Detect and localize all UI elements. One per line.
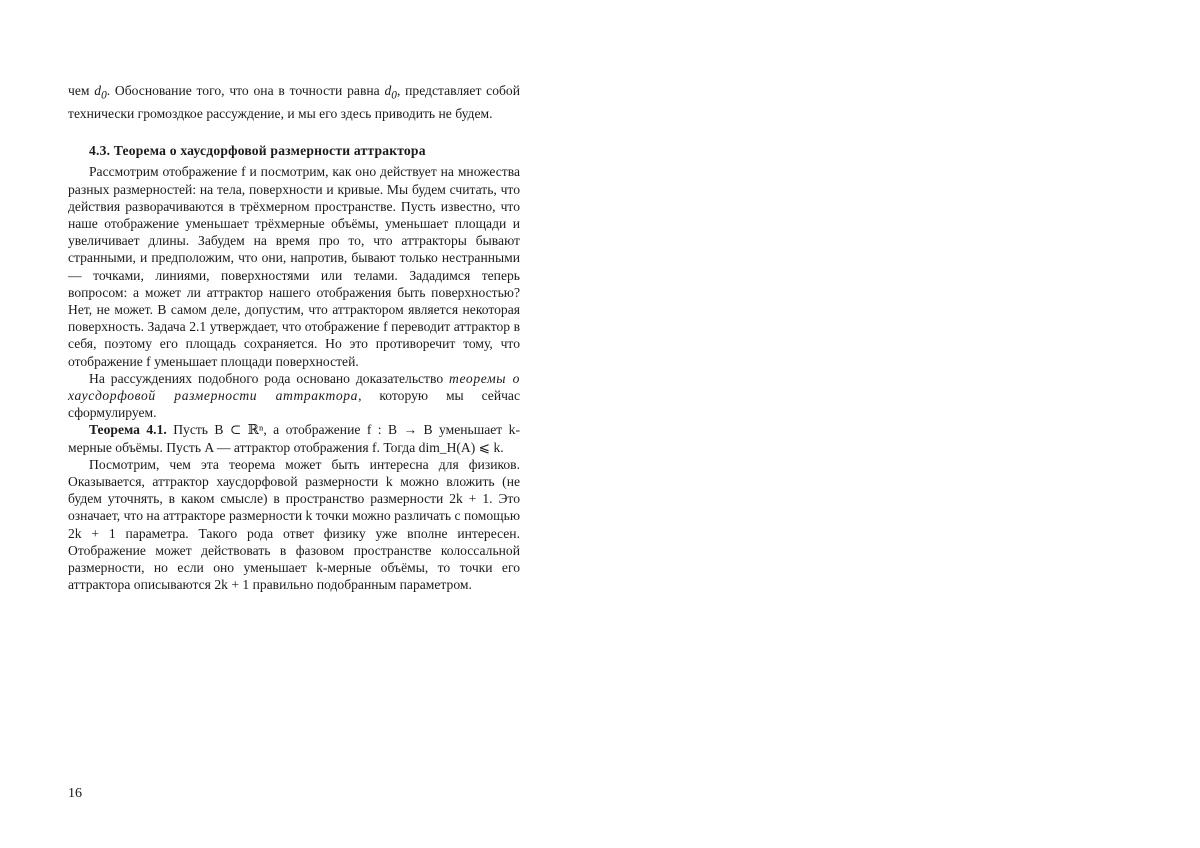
section-heading: 4.3. Теорема о хаусдорфовой размерности аттрактора xyxy=(89,143,426,159)
page-number: 16 xyxy=(68,786,82,801)
theorem-statement xyxy=(68,421,520,455)
intro-text-2: . Обоснование того, что она в точности равна xyxy=(106,83,385,98)
paragraph-2-end: , которую мы сейчас сформулируем. xyxy=(68,387,520,421)
paragraph-3: Посмотрим, чем эта теорема может быть интересна для физиков. Оказывается, аттрактор хаусдорфовой размерности k можно вложить (не будем уточнять, в каком смысле) в пространство размерности 2k + 1. Это означает, что на аттракторе размерности k точки можно различать с помощью 2k + 1 параметра. Такого рода ответ физику уже вполне интересен. Отображение может действовать в фазовом пространстве колоссальной размерности, но если оно уменьшает k-мерные объёмы, то точки его аттрактора описываются 2k + 1 правильно подобранным параметром. xyxy=(68,456,520,593)
intro-paragraph xyxy=(68,82,520,122)
theorem-name-emphasis: теоремы о хаусдорфовой размерности аттрактора xyxy=(68,370,521,403)
text-column xyxy=(68,82,520,593)
paragraph-2-start: На рассуждениях подобного рода основано доказательство xyxy=(89,370,450,386)
theorem-text: Пусть B ⊂ ℝⁿ, а отображение f : B → B уменьшает k-мерные объёмы. Пусть A — аттрактор отображения f. Тогда dim_H(A) ⩽ k. xyxy=(68,422,520,455)
intro-text-1: чем xyxy=(68,83,95,98)
paragraph-2 xyxy=(68,370,520,422)
intro-text-3: , представляет собой технически громоздкое рассуждение, и мы его здесь приводить не будем. xyxy=(68,83,521,121)
theorem-label: Теорема 4.1. xyxy=(89,422,167,438)
paragraph-1: Рассмотрим отображение f и посмотрим, как оно действует на множества разных размерностей: на тела, поверхности и кривые. Мы будем считать, что действия разворачиваются в трёхмерном пространстве. Пусть известно, что наше отображение уменьшает трёхмерные объёмы, уменьшает площади и увеличивает длины. Забудем на время про то, что аттракторы бывают странными, и предположим, что они, напротив, бывают только нестранными — точками, линиями, поверхностями или телами. Зададимся теперь вопросом: а может ли аттрактор нашего отображения быть поверхностью? Нет, не может. В самом деле, допустим, что аттрактором является некоторая поверхность. Задача 2.1 утверждает, что отображение f переводит аттрактор в себя, поэтому его площадь сохраняется. Но это противоречит тому, что отображение f уменьшает площади поверхностей. xyxy=(68,164,520,369)
d0-symbol-a: $d_0$ xyxy=(94,83,107,102)
d0-symbol-b: $d_0$ xyxy=(384,83,397,102)
